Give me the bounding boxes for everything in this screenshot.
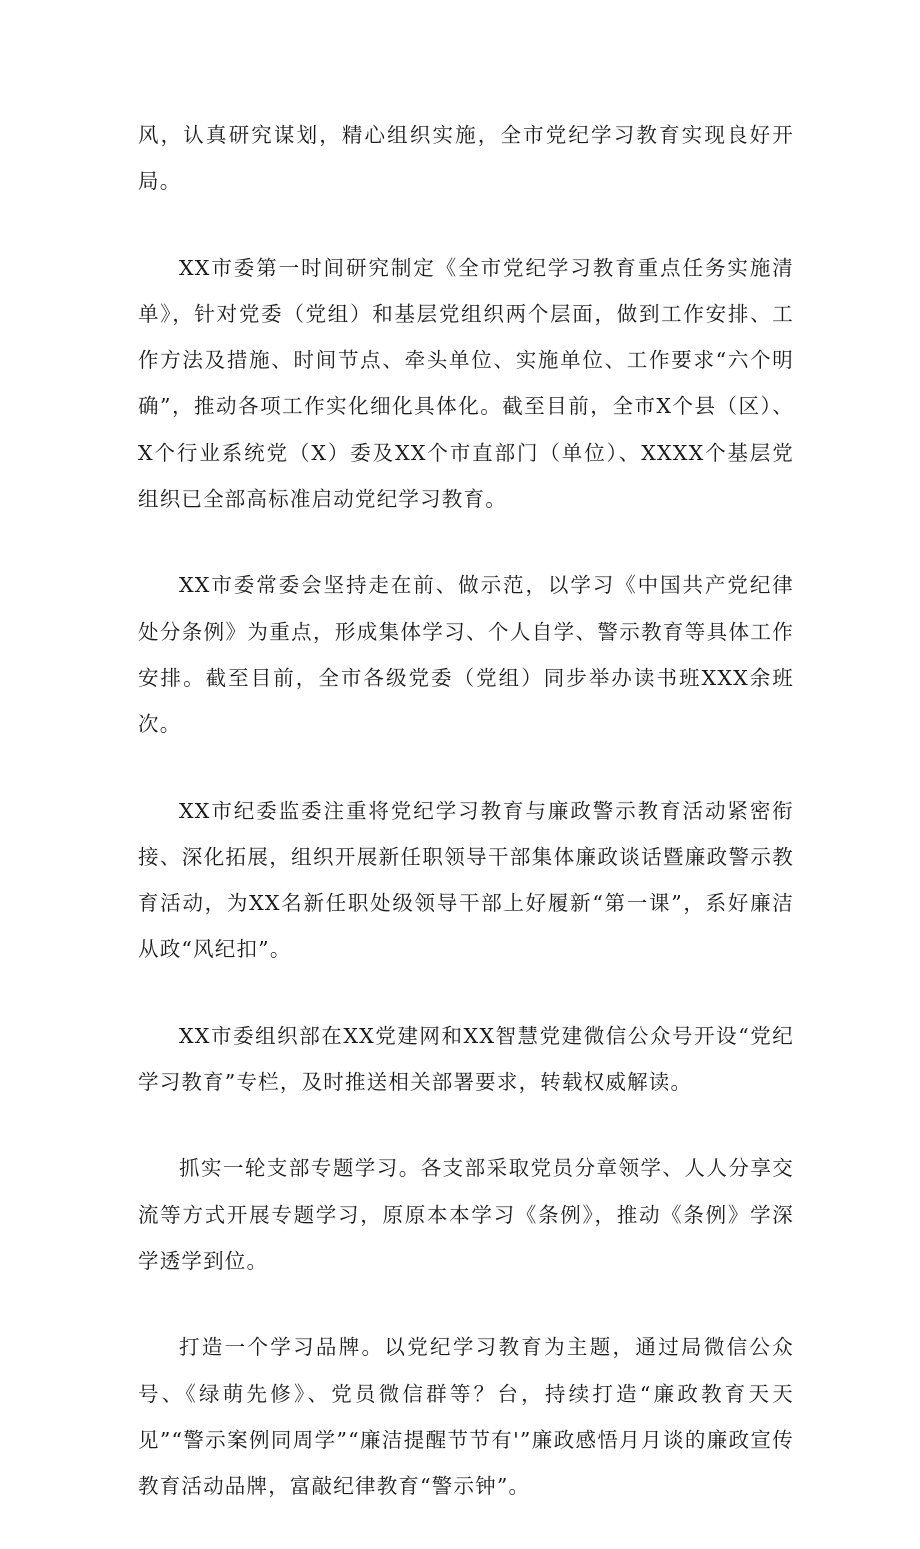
paragraph-2: XX市委第一时间研究制定《全市党纪学习教育重点任务实施清单》，针对党委（党组）和基层党组织两个层面，做到工作安排、工作方法及措施、时间节点、牵头单位、实施单位、工作要求“六个明确”，推动各项工作实化细化具体化。截至目前，全市X个县（区）、X个行业系统党（X）委及XX个市直部门（单位）、XXXX个基层党组织已全部高标准启动党纪学习教育。 <box>138 255 794 512</box>
document-body <box>138 112 794 1549</box>
paragraph-5: XX市委组织部在XX党建网和XX智慧党建微信公众号开设“党纪学习教育”专栏，及时推送相关部署要求，转载权威解读。 <box>138 1023 794 1095</box>
paragraph-7: 打造一个学习品牌。以党纪学习教育为主题，通过局微信公众号、《绿萌先修》、党员微信群等？台，持续打造“廉政教育天天见”“警示案例同周学”“廉洁提醒节节有'”廉政感悟月月谈的廉政宣传教育活动品牌，富敲纪律教育“警示钟”。 <box>138 1335 794 1499</box>
paragraph-4: XX市纪委监委注重将党纪学习教育与廉政警示教育活动紧密衔接、深化拓展，组织开展新任职领导干部集体廉政谈话暨廉政警示教育活动，为XX名新任职处级领导干部上好履新“第一课”，系好廉洁从政“风纪扣”。 <box>138 798 794 962</box>
paragraph-3: XX市委常委会坚持走在前、做示范，以学习《中国共产党纪律处分条例》为重点，形成集体学习、个人自学、警示教育等具体工作安排。截至目前，全市各级党委（党组）同步举办读书班XXX余班次。 <box>138 573 794 737</box>
paragraph-1: 风，认真研究谋划，精心组织实施，全市党纪学习教育实现良好开局。 <box>138 123 794 194</box>
paragraph-6: 抓实一轮支部专题学习。各支部采取党员分章领学、人人分享交流等方式开展专题学习，原原本本学习《条例》，推动《条例》学深学透学到位。 <box>138 1156 794 1273</box>
